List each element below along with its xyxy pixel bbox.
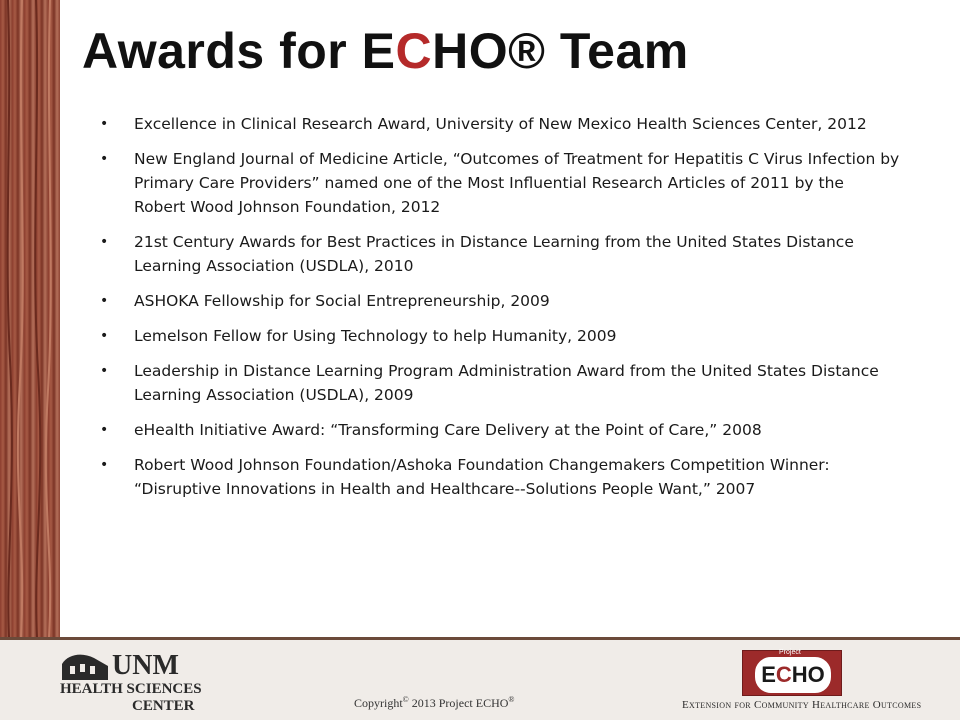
echo-wordmark — [755, 657, 831, 693]
copyright-mark: © — [402, 695, 409, 704]
list-item — [100, 324, 900, 348]
unm-hsc-line1: HEALTH SCIENCES — [60, 681, 202, 697]
registered-mark: ® — [508, 695, 515, 704]
list-item-text: 21st Century Awards for Best Practices in Distance Learning from the United States Distance Learning Association (USDLA), 2010 — [134, 233, 854, 275]
bullet-icon: • — [100, 151, 109, 167]
title-part-1: Awards for E — [82, 23, 396, 79]
decorative-side-bar — [0, 0, 60, 637]
bullet-icon: • — [100, 457, 109, 473]
echo-letter-c: C — [775, 662, 792, 687]
copyright-notice — [354, 695, 514, 711]
bullet-icon: • — [100, 422, 109, 438]
echo-logo — [742, 650, 842, 696]
list-item-text: eHealth Initiative Award: “Transforming Care Delivery at the Point of Care,” 2008 — [134, 421, 762, 439]
awards-list — [100, 112, 900, 512]
unm-building-icon — [60, 650, 110, 682]
echo-project-label: Project — [779, 649, 801, 656]
echo-letters-ho: HO — [791, 662, 825, 687]
list-item — [100, 147, 900, 219]
list-item-text: ASHOKA Fellowship for Social Entrepreneurship, 2009 — [134, 292, 550, 310]
list-item-text: Excellence in Clinical Research Award, University of New Mexico Health Sciences Center, 2012 — [134, 115, 867, 133]
bullet-icon: • — [100, 293, 109, 309]
echo-letter-e: E — [761, 662, 776, 687]
bullet-icon: • — [100, 116, 109, 132]
list-item-text: Lemelson Fellow for Using Technology to help Humanity, 2009 — [134, 327, 617, 345]
slide-title — [82, 22, 689, 80]
list-item — [100, 230, 900, 278]
copyright-prefix: Copyright — [354, 696, 403, 710]
title-part-2: HO® Team — [432, 23, 689, 79]
wood-grain-pattern — [0, 0, 60, 637]
list-item — [100, 453, 900, 501]
list-item-text: New England Journal of Medicine Article, “Outcomes of Treatment for Hepatitis C Virus Infection by Primary Care Providers” named one of the Most Influential Research Articles of 2011 by the Robert Wood Johnson Foundation, 2012 — [134, 150, 900, 216]
unm-hsc-line2: CENTER — [132, 698, 195, 714]
list-item — [100, 112, 900, 136]
bullet-icon: • — [100, 363, 109, 379]
list-item — [100, 289, 900, 313]
list-item — [100, 418, 900, 442]
list-item-text: Robert Wood Johnson Foundation/Ashoka Foundation Changemakers Competition Winner: “Disruptive Innovations in Health and Healthcare--Solutions People Want,” 2007 — [134, 456, 830, 498]
list-item — [100, 359, 900, 407]
echo-tagline: Extension for Community Healthcare Outcomes — [682, 699, 922, 711]
list-item-text: Leadership in Distance Learning Program Administration Award from the United States Distance Learning Association (USDLA), 2009 — [134, 362, 879, 404]
bullet-icon: • — [100, 234, 109, 250]
unm-logo — [60, 648, 200, 714]
bullet-icon: • — [100, 328, 109, 344]
unm-wordmark: UNM — [112, 650, 179, 681]
copyright-year-org: 2013 Project ECHO — [408, 696, 509, 710]
title-accent-letter: C — [395, 23, 433, 79]
